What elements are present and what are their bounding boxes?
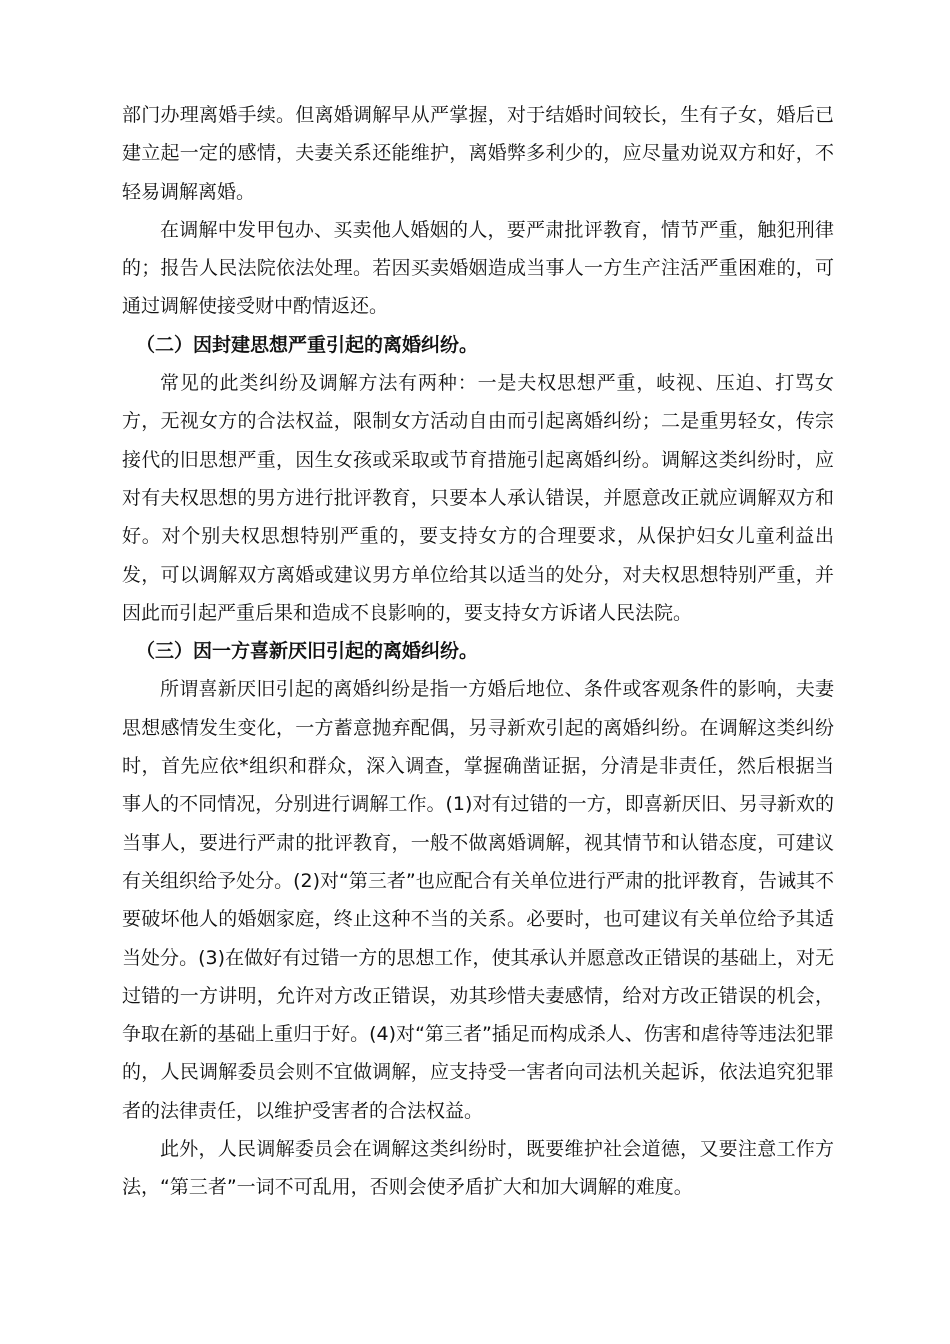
document-page: [122, 96, 834, 1207]
paragraph: 此外，人民调解委员会在调解这类纠纷时，既要维护社会道德，又要注意工作方法，“第三者”一词不可乱用，否则会使矛盾扩大和加大调解的难度。: [122, 1138, 834, 1199]
section-heading: （二）因封建思想严重引起的离婚纠纷。: [136, 333, 479, 356]
paragraph: 所谓喜新厌旧引起的离婚纠纷是指一方婚后地位、条件或客观条件的影响，夫妻思想感情发生变化，一方蓄意抛弃配偶，另寻新欢引起的离婚纠纷。在调解这类纠纷时，首先应依*组织和群众，深入调查，掌握确凿证据，分清是非责任，然后根据当事人的不同情况，分别进行调解工作。(1)对有过错的一方，即喜新厌旧、另寻新欢的当事人，要进行严肃的批评教育，一般不做离婚调解，视其情节和认错态度，可建议有关组织给予处分。(2)对“第三者”也应配合有关单位进行严肃的批评教育，告诫其不要破坏他人的婚姻家庭，终止这种不当的关系。必要时，也可建议有关单位给予其适当处分。(3)在做好有过错一方的思想工作，使其承认并愿意改正错误的基础上，对无过错的一方讲明，允许对方改正错误，劝其珍惜夫妻感情，给对方改正错误的机会，争取在新的基础上重归于好。(4)对“第三者”插足而构成杀人、伤害和虐待等违法犯罪的，人民调解委员会则不宜做调解，应支持受一害者向司法机关起诉，依法追究犯罪者的法律责任，以维护受害者的合法权益。: [122, 678, 834, 1122]
paragraph: 常见的此类纠纷及调解方法有两种：一是夫权思想严重，岐视、压迫、打骂女方，无视女方的合法权益，限制女方活动自由而引起离婚纠纷；二是重男轻女，传宗接代的旧思想严重，因生女孩或采取或节育措施引起离婚纠纷。调解这类纠纷时，应对有夫权思想的男方进行批评教育，只要本人承认错误，并愿意改正就应调解双方和好。对个别夫权思想特别严重的，要支持女方的合理要求，从保护妇女儿童利益出发，可以调解双方离婚或建议男方单位给其以适当的处分，对夫权思想特别严重，并因此而引起严重后果和造成不良影响的，要支持女方诉诸人民法院。: [122, 372, 834, 624]
paragraph: 在调解中发甲包办、买卖他人婚姻的人，要严肃批评教育，情节严重，触犯刑律的；报告人民法院依法处理。若因买卖婚姻造成当事人一方生产注活严重困难的，可通过调解使接受财中酌情返还。: [122, 218, 834, 318]
section-heading: （三）因一方喜新厌旧引起的离婚纠纷。: [136, 640, 479, 663]
paragraph: 部门办理离婚手续。但离婚调解早从严掌握，对于结婚时间较长，生有子女，婚后已建立起一定的感情，夫妻关系还能维护，离婚弊多利少的，应尽量劝说双方和好，不轻易调解离婚。: [122, 104, 834, 203]
